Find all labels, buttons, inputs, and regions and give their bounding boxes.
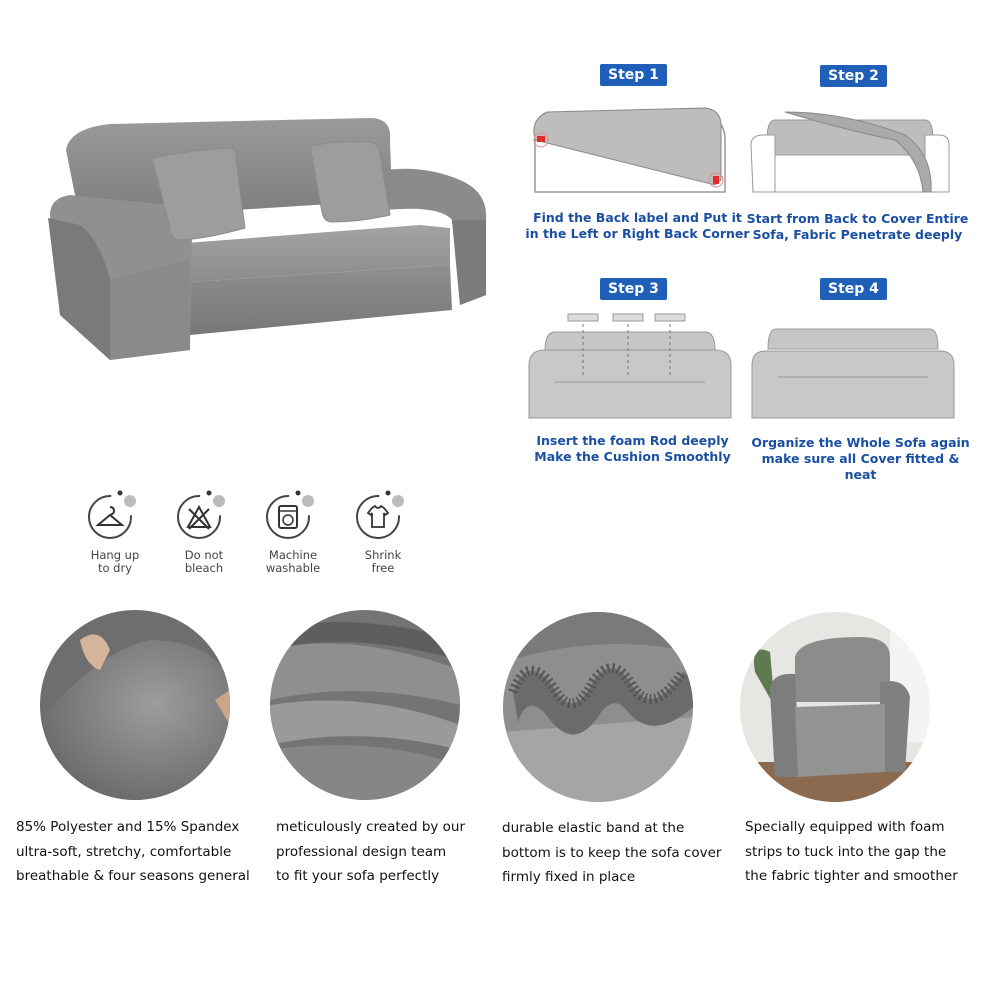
fabric-stretch-photo [40, 610, 230, 800]
elastic-band-photo [503, 612, 693, 802]
feature-2-description: meticulously created by our professional design team to fit your sofa perfectly [276, 819, 466, 884]
sofa-product-image [40, 110, 500, 370]
feature-3-description: durable elastic band at the bottom is to keep the sofa cover firmly fixed in place [502, 820, 722, 885]
tshirt-icon [353, 485, 413, 545]
step-4-caption: Organize the Whole Sofa again make sure all Cover fitted & neat [751, 435, 970, 482]
step-2-illustration [745, 100, 955, 200]
step-2-caption: Start from Back to Cover Entire Sofa, Fabric Penetrate deeply [746, 211, 969, 242]
fabric-fold-photo [270, 610, 460, 800]
step-1-caption: Find the Back label and Put it in the Left or Right Back Corner [525, 210, 750, 241]
step-4-badge: Step 4 [820, 278, 887, 300]
feature-1-description: 85% Polyester and 15% Spandex ultra-soft, stretchy, comfortable breathable & four seasons general [16, 819, 250, 884]
care-item-shrink-free: Shrink free [348, 485, 418, 575]
no-bleach-icon [174, 485, 234, 545]
washing-machine-icon [263, 485, 323, 545]
hanger-icon [85, 485, 145, 545]
feature-4-description: Specially equipped with foam strips to tuck into the gap the the fabric tighter and smoother [745, 819, 958, 884]
care-item-no-bleach: Do not bleach [169, 485, 239, 575]
step-3-badge: Step 3 [600, 278, 667, 300]
care-item-hang-dry: Hang up to dry [80, 485, 150, 575]
care-item-machine-wash: Machine washable [258, 485, 328, 575]
step-1-badge: Step 1 [600, 64, 667, 86]
step-2-badge: Step 2 [820, 65, 887, 87]
step-4-illustration [748, 325, 958, 420]
step-1-illustration [525, 100, 735, 200]
armchair-photo [740, 612, 930, 802]
step-3-illustration [525, 310, 735, 420]
step-3-caption: Insert the foam Rod deeply Make the Cushion Smoothly [534, 433, 731, 464]
